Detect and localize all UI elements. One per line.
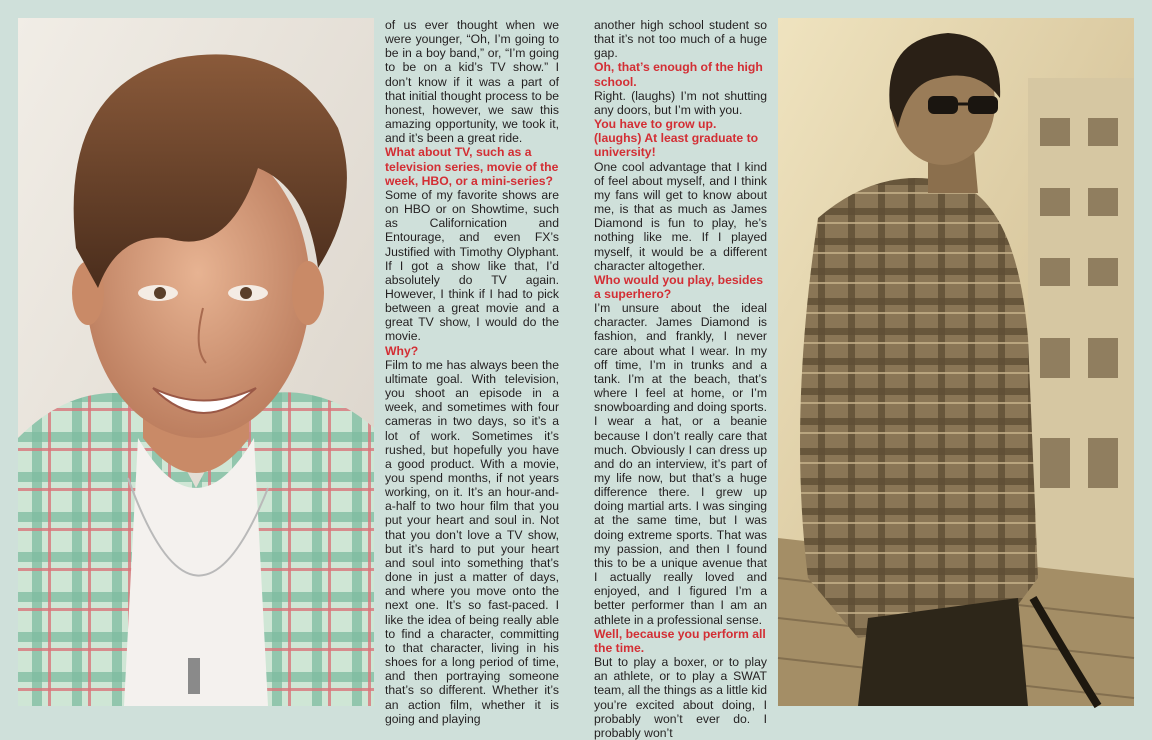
left-portrait-photo [18, 18, 374, 706]
interview-question: Oh, that’s enough of the high school. [594, 60, 763, 89]
interview-question: Why? [385, 343, 419, 358]
portrait-balcony-man-image [778, 18, 1134, 706]
answer-paragraph: Film to me has always been the ultimate goal. With television, you shoot an episode in a week, and sometimes with four cameras in two days, so it’s a lot of work. Sometimes it’s rushed, but hopefully you have a good product. With a movie, you spend months, if not years working, on it. It’s an hour-and-a-half to two hour film that you put your heart and soul in. Not that you don’t love a TV show, but it’s hard to put your heart and soul into something that’s done in just a matter of days, and where you move onto the next one. It’s so fast-paced. I like the idea of being really able to find a character, committing to that character, living in his shoes for a long period of time, and then portraying someone that’s so different. Whether it’s an action film, whether it is going and playing [385, 357, 559, 726]
interview-question: Well, because you perform all the time. [594, 626, 766, 655]
answer-paragraph: another high school student so that it’s not too much of a huge gap. [594, 18, 767, 61]
interview-question: You have to grow up. (laughs) At least graduate to university! [594, 117, 759, 160]
article-column-1 [385, 18, 559, 726]
answer-paragraph: of us ever thought when we were younger, “Oh, I’m going to be in a boy band,” or, “I’m going to be on a kid’s TV show.” I don’t know if it was a part of that initial thought process to be honest, however, we saw this amazing opportunity, we took it, and it’s been a great ride. [385, 18, 559, 146]
answer-paragraph: I’m unsure about the ideal character. James Diamond is fashion, and frankly, I never care about what I wear. In my off time, I’m in trunks and a tank. I’m at the beach, that’s where I feel at home, or I’m snowboarding and doing sports. I wear a hat, or a beanie because I don’t really care that much. Obviously I can dress up and do an interview, it’s part of my life now, but that’s a huge difference there. I grew up doing martial arts. I was singing at the same time, but I was doing extreme sports. That was my passion, and then I found this to be a unique avenue that I actually really loved and enjoyed, and I figured I’m a better performer than I am an athlete in a professional sense. [594, 301, 767, 627]
answer-paragraph: Right. (laughs) I’m not shutting any doors, but I’m with you. [594, 88, 767, 117]
interview-question: Who would you play, besides a superhero? [594, 272, 764, 301]
portrait-smiling-man-image [18, 18, 374, 706]
right-portrait-photo [778, 18, 1134, 706]
answer-paragraph: One cool advantage that I kind of feel about myself, and I think my fans will get to know about me, is that as much as James Diamond is fun to play, he’s nothing like me. If I played myself, it would be a different character altogether. [594, 159, 767, 273]
answer-paragraph: But to play a boxer, or to play an athlete, or to play a SWAT team, all the things as a little kid you’re excited about doing, I probably won’t ever do. I probably won’t [594, 655, 767, 740]
answer-paragraph: Some of my favorite shows are on HBO or on Showtime, such as Californication and Entourage, and even FX’s Justified with Timothy Olyphant. If I got a show like that, I’d absolutely do TV again. However, I think if I had to pick between a great movie and a great TV show, I would do the movie. [385, 187, 559, 344]
article-column-2 [594, 18, 767, 740]
interview-question: What about TV, such as a television series, movie of the week, HBO, or a mini-series? [385, 145, 559, 188]
